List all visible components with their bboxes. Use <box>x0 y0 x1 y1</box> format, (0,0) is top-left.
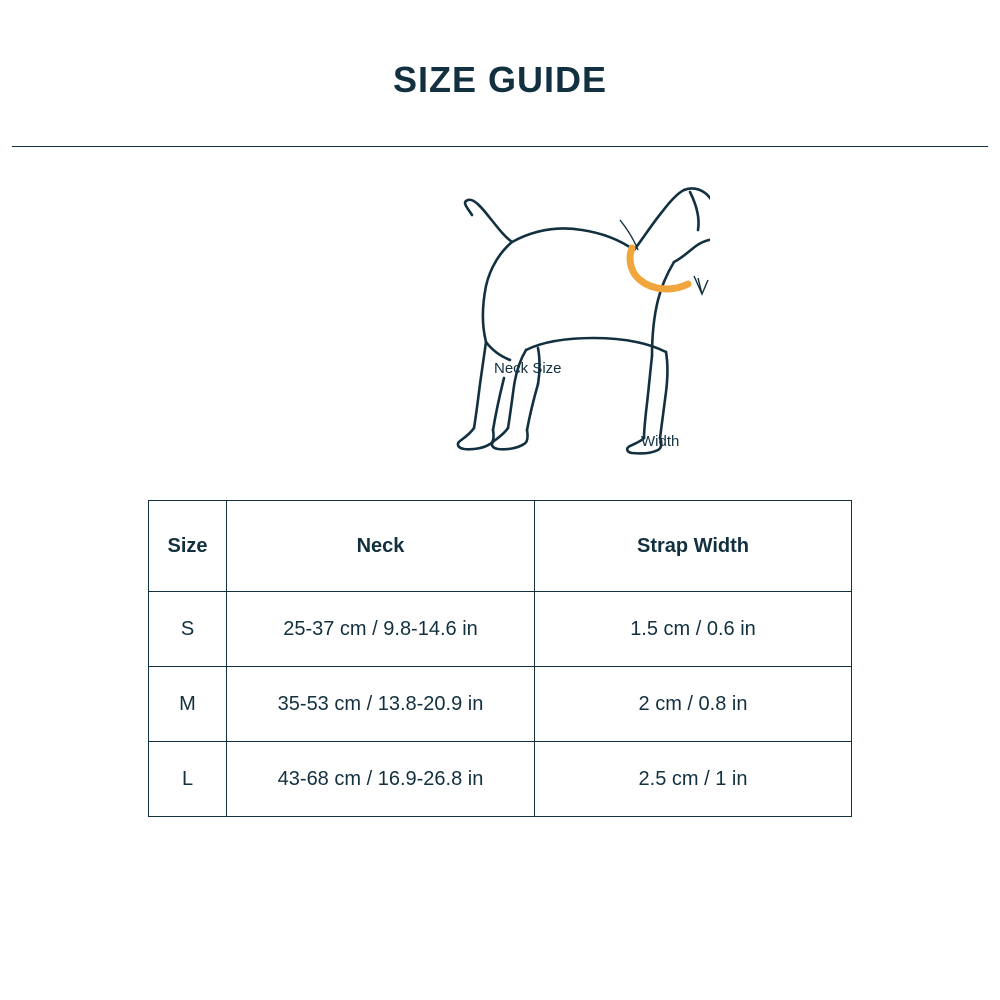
cell-size: L <box>149 742 227 817</box>
size-table <box>148 500 852 817</box>
table-header-row <box>149 501 852 592</box>
cell-size: M <box>149 667 227 742</box>
cell-strap-width: 1.5 cm / 0.6 in <box>535 592 852 667</box>
cell-neck: 25-37 cm / 9.8-14.6 in <box>227 592 535 667</box>
title-divider <box>12 146 988 147</box>
dog-outline-icon <box>290 160 710 480</box>
cell-strap-width: 2 cm / 0.8 in <box>535 667 852 742</box>
table-row <box>149 742 852 817</box>
dog-diagram <box>0 160 1000 490</box>
cell-neck: 35-53 cm / 13.8-20.9 in <box>227 667 535 742</box>
column-header-strap-width: Strap Width <box>535 501 852 592</box>
size-table-container <box>148 500 851 817</box>
width-label: Width <box>641 433 680 450</box>
page-title: SIZE GUIDE <box>392 59 608 100</box>
collar-icon <box>630 248 688 289</box>
column-header-neck: Neck <box>227 501 535 592</box>
cell-strap-width: 2.5 cm / 1 in <box>535 742 852 817</box>
cell-neck: 43-68 cm / 16.9-26.8 in <box>227 742 535 817</box>
neck-size-label: Neck Size <box>494 360 562 377</box>
table-row <box>149 592 852 667</box>
table-row <box>149 667 852 742</box>
column-header-size: Size <box>149 501 227 592</box>
cell-size: S <box>149 592 227 667</box>
